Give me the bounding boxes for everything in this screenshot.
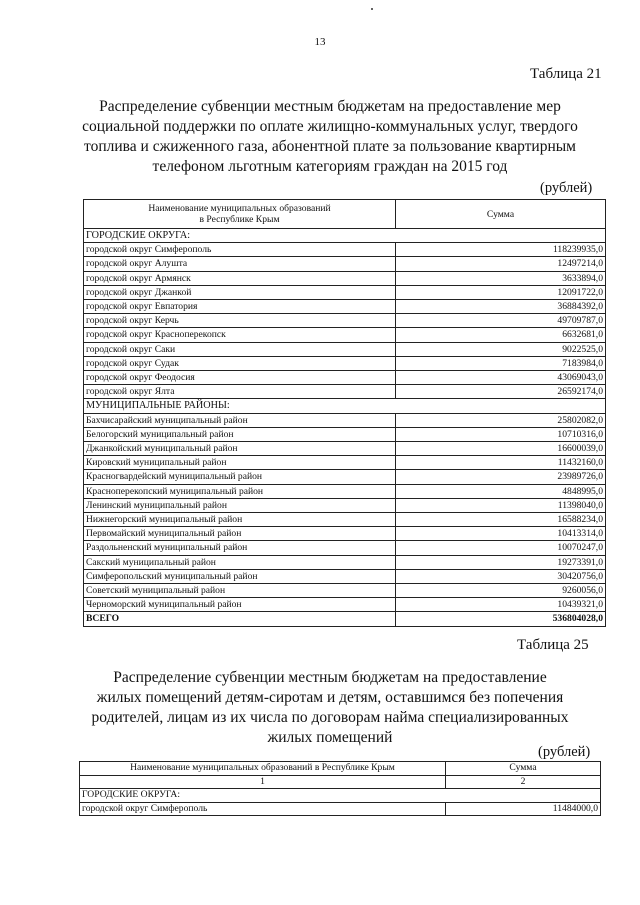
table21-label: Таблица 21 [530, 66, 602, 82]
row-amount: 12091722,0 [396, 285, 606, 299]
table-row [84, 484, 606, 498]
row-amount: 10070247,0 [396, 541, 606, 555]
row-name: городской округ Судак [84, 356, 396, 370]
page-number: 13 [314, 36, 326, 48]
table21-title-line: социальной поддержки по оплате жилищно-коммунальных услуг, твердого [82, 118, 578, 135]
row-amount: 36884392,0 [396, 300, 606, 314]
scan-speck [371, 8, 373, 10]
row-amount: 23989726,0 [396, 470, 606, 484]
row-name: городской округ Алушта [84, 257, 396, 271]
row-amount: 16600039,0 [396, 442, 606, 456]
row-name: городской округ Ялта [84, 385, 396, 399]
table25-title-line: родителей, лицам из их числа по договорам найма специализированных [91, 709, 569, 726]
table25-col-number: 1 [80, 775, 446, 789]
row-name: Черноморский муниципальный район [84, 598, 396, 612]
group-header-row [84, 229, 606, 243]
table25-units: (рублей) [538, 744, 591, 760]
row-name: городской округ Керчь [84, 314, 396, 328]
table-row [84, 371, 606, 385]
row-name: ГОРОДСКИЕ ОКРУГА: [80, 789, 601, 803]
row-amount: 26592174,0 [396, 385, 606, 399]
row-name: Бахчисарайский муниципальный район [84, 413, 396, 427]
row-amount: 25802082,0 [396, 413, 606, 427]
row-name: Нижнегорский муниципальный район [84, 513, 396, 527]
row-name: городской округ Симферополь [80, 802, 446, 816]
row-amount: 30420756,0 [396, 569, 606, 583]
table-row [84, 541, 606, 555]
table-row [84, 427, 606, 441]
header-line: Наименование муниципальных образований [148, 203, 331, 214]
row-name: Кировский муниципальный район [84, 456, 396, 470]
table-row [84, 470, 606, 484]
table-row [84, 300, 606, 314]
row-amount: 11398040,0 [396, 498, 606, 512]
row-amount: 43069043,0 [396, 371, 606, 385]
table25-title [60, 668, 600, 748]
table21-title-line: Распределение субвенции местным бюджетам на предоставление мер [99, 98, 561, 115]
row-amount: 12497214,0 [396, 257, 606, 271]
row-name: городской округ Саки [84, 342, 396, 356]
row-name: Белогорский муниципальный район [84, 427, 396, 441]
table-row [84, 328, 606, 342]
row-amount: 16588234,0 [396, 513, 606, 527]
table21-title [60, 97, 600, 177]
row-name: городской округ Евпатория [84, 300, 396, 314]
row-amount: 10439321,0 [396, 598, 606, 612]
row-amount: 9022525,0 [396, 342, 606, 356]
row-name: Первомайский муниципальный район [84, 527, 396, 541]
group-header-row [84, 399, 606, 413]
row-amount: 7183984,0 [396, 356, 606, 370]
table-row [84, 498, 606, 512]
row-name: городской округ Симферополь [84, 243, 396, 257]
table21-title-line: телефоном льготным категориям граждан на 2015 год [152, 158, 508, 175]
table-row [84, 285, 606, 299]
row-name: городской округ Армянск [84, 271, 396, 285]
row-amount: 10710316,0 [396, 427, 606, 441]
table-row [84, 314, 606, 328]
row-name: городской округ Феодосия [84, 371, 396, 385]
row-amount: 6632681,0 [396, 328, 606, 342]
table25-title-line: жилых помещений [267, 729, 393, 746]
table-row [84, 271, 606, 285]
table25 [79, 761, 601, 816]
header-line: в Республике Крым [199, 214, 280, 225]
table25-numbering-row [80, 775, 601, 789]
table21-header-name [84, 200, 396, 229]
table21-header-sum: Сумма [396, 200, 606, 229]
table25-title-line: жилых помещений детям-сиротам и детям, оставшимся без попечения [96, 689, 564, 706]
row-name: городской округ Красноперекопск [84, 328, 396, 342]
table25-header-sum: Сумма [446, 762, 601, 776]
row-amount: 11484000,0 [446, 802, 601, 816]
table21-units: (рублей) [540, 180, 593, 196]
table25-header-row [80, 762, 601, 776]
row-amount: 536804028,0 [396, 612, 606, 626]
row-amount: 118239935,0 [396, 243, 606, 257]
table21-title-line: топлива и сжиженного газа, абонентной плате за пользование квартирным [84, 138, 576, 155]
table-row [84, 257, 606, 271]
row-amount: 4848995,0 [396, 484, 606, 498]
row-amount: 10413314,0 [396, 527, 606, 541]
table-row [80, 802, 601, 816]
table21 [83, 199, 606, 627]
table-row [84, 527, 606, 541]
table-row [84, 385, 606, 399]
group-header-row [80, 789, 601, 803]
row-amount: 11432160,0 [396, 456, 606, 470]
row-amount: 9260056,0 [396, 584, 606, 598]
table-row [84, 342, 606, 356]
table-row [84, 243, 606, 257]
total-row [84, 612, 606, 626]
row-amount: 3633894,0 [396, 271, 606, 285]
row-amount: 49709787,0 [396, 314, 606, 328]
table-row [84, 513, 606, 527]
table-row [84, 442, 606, 456]
table-row [84, 598, 606, 612]
table21-header-row [84, 200, 606, 229]
row-amount: 19273391,0 [396, 555, 606, 569]
table-row [84, 413, 606, 427]
table-row [84, 356, 606, 370]
table25-header-name: Наименование муниципальных образований в Республике Крым [80, 762, 446, 776]
row-name: Советский муниципальный район [84, 584, 396, 598]
row-name: Джанкойский муниципальный район [84, 442, 396, 456]
row-name: Красноперекопский муниципальный район [84, 484, 396, 498]
table25-col-number: 2 [446, 775, 601, 789]
table-row [84, 569, 606, 583]
row-name: Ленинский муниципальный район [84, 498, 396, 512]
table-row [84, 555, 606, 569]
row-name: Симферопольский муниципальный район [84, 569, 396, 583]
row-name: Раздольненский муниципальный район [84, 541, 396, 555]
table-row [84, 456, 606, 470]
table25-label: Таблица 25 [517, 637, 589, 653]
row-name: ГОРОДСКИЕ ОКРУГА: [84, 229, 606, 243]
row-name: Сакский муниципальный район [84, 555, 396, 569]
row-name: ВСЕГО [84, 612, 396, 626]
table25-title-line: Распределение субвенции местным бюджетам на предоставление [113, 669, 547, 686]
row-name: Красногвардейский муниципальный район [84, 470, 396, 484]
row-name: городской округ Джанкой [84, 285, 396, 299]
row-name: МУНИЦИПАЛЬНЫЕ РАЙОНЫ: [84, 399, 606, 413]
table-row [84, 584, 606, 598]
